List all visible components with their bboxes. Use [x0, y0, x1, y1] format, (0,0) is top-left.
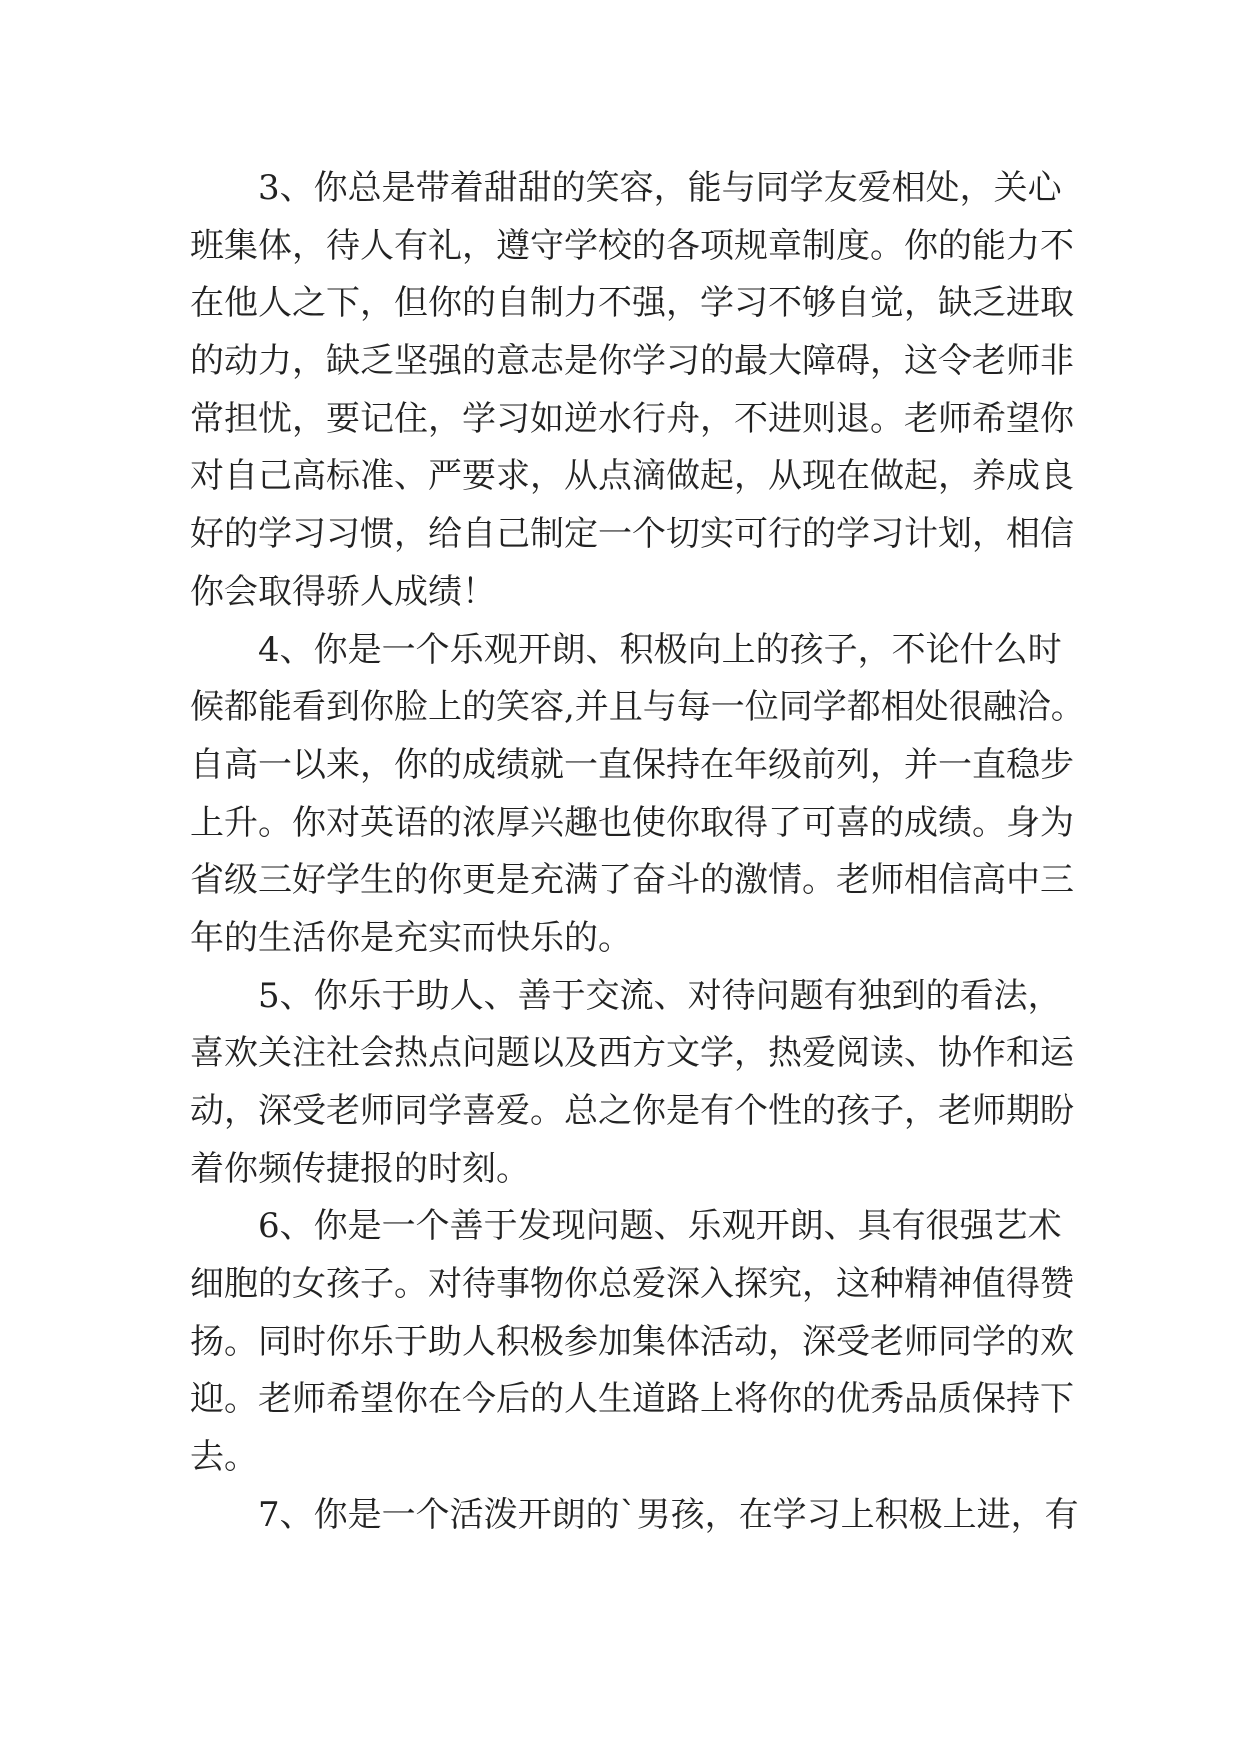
text-line: 年的生活你是充实而快乐的。	[190, 917, 632, 958]
text-line: 自高一以来，你的成绩就一直保持在年级前列，并一直稳步	[190, 744, 1074, 785]
paragraph-6-start: 6、你是一个善于发现问题、乐观开朗、具有很强艺术	[258, 1206, 1062, 1247]
text-line: 好的学习习惯，给自己制定一个切实可行的学习计划，相信	[190, 514, 1074, 555]
text-line: 动，深受老师同学喜爱。总之你是有个性的孩子，老师期盼	[190, 1091, 1074, 1131]
paragraph-3-start: 3、你总是带着甜甜的笑容，能与同学友爱相处，关心	[258, 168, 1062, 208]
paragraph-4-start: 4、你是一个乐观开朗、积极向上的孩子，不论什么时	[258, 629, 1062, 670]
text-line: 迎。老师希望你在今后的人生道路上将你的优秀品质保持下	[190, 1379, 1074, 1420]
text-line: 上升。你对英语的浓厚兴趣也使你取得了可喜的成绩。身为	[190, 802, 1074, 843]
text-line: 的动力，缺乏坚强的意志是你学习的最大障碍，这令老师非	[190, 341, 1074, 382]
text-line: 细胞的女孩子。对待事物你总爱深入探究，这种精神值得赞	[190, 1264, 1074, 1305]
text-line: 喜欢关注社会热点问题以及西方文学，热爱阅读、协作和运	[190, 1033, 1074, 1074]
body-text	[190, 160, 1085, 1545]
text-line: 班集体，待人有礼，遵守学校的各项规章制度。你的能力不	[190, 225, 1074, 266]
text-line: 着你频传捷报的时刻。	[190, 1148, 530, 1189]
text-line: 对自己高标准、严要求，从点滴做起，从现在做起，养成良	[190, 456, 1074, 497]
text-line: 常担忧，要记住，学习如逆水行舟，不进则退。老师希望你	[190, 398, 1074, 439]
text-line: 在他人之下，但你的自制力不强，学习不够自觉，缺乏进取	[190, 283, 1074, 324]
text-line: 省级三好学生的你更是充满了奋斗的激情。老师相信高中三	[190, 860, 1074, 901]
paragraph-7-start: 7、你是一个活泼开朗的`男孩，在学习上积极上进，有	[258, 1494, 1079, 1535]
text-line: 去。	[190, 1437, 258, 1478]
paragraph-5-start: 5、你乐于助人、善于交流、对待问题有独到的看法，	[258, 975, 1062, 1016]
text-line: 你会取得骄人成绩！	[190, 571, 496, 612]
text-line: 扬。同时你乐于助人积极参加集体活动，深受老师同学的欢	[190, 1321, 1074, 1362]
text-line: 候都能看到你脸上的笑容,并且与每一位同学都相处很融洽。	[190, 687, 1085, 728]
